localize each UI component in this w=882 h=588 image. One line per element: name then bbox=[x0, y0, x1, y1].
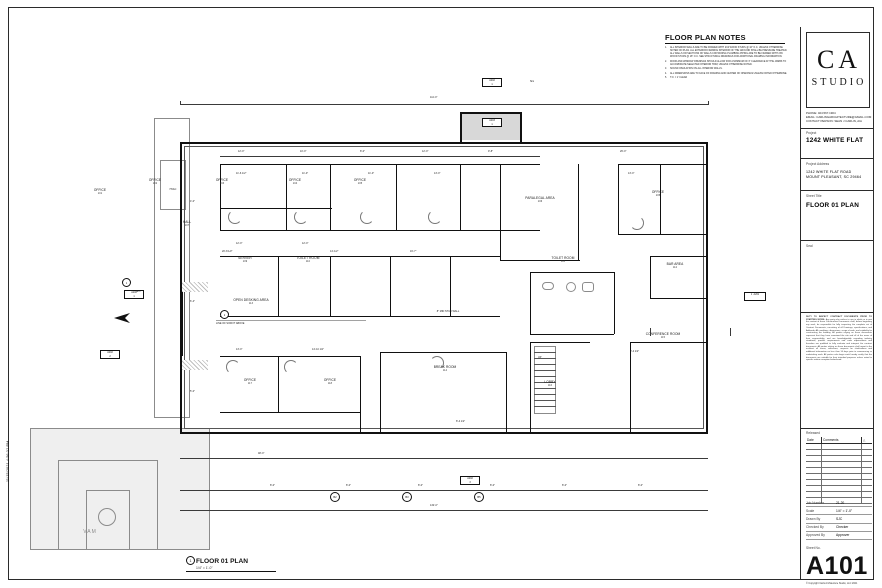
note-number: 5. bbox=[665, 77, 667, 80]
wall-hatch bbox=[182, 282, 208, 292]
project-address-line2: MOUNT PLEASANT, SC 29464 bbox=[806, 175, 862, 179]
room-name: OFFICE bbox=[93, 188, 107, 192]
conference-wall-top bbox=[630, 342, 706, 343]
copyright-text: © Copyright Carls Architecture Studio, LLC 2021 bbox=[806, 582, 858, 585]
room-number: 115 bbox=[660, 336, 666, 339]
inner-dim-6: 12'-0" bbox=[236, 242, 243, 245]
logo-studio-text: STUDIO bbox=[811, 77, 867, 88]
inner-dim-7: 12'-0" bbox=[302, 242, 309, 245]
room-number: 106 bbox=[537, 200, 543, 203]
room-name: PARALEGAL AREA bbox=[525, 196, 555, 200]
inner-dim-4: 13'-0" bbox=[434, 172, 441, 175]
inner-dim-3: 11'-0" bbox=[368, 172, 375, 175]
soffit-note: LINE OF SOFFIT ABOVE bbox=[216, 322, 245, 325]
partition-mid-v3 bbox=[390, 256, 391, 316]
wall-inner-right bbox=[703, 146, 704, 428]
sheet-title-value: FLOOR 01 PLAN bbox=[806, 202, 860, 209]
partition-h-hall bbox=[220, 208, 332, 209]
info-value: Approver bbox=[836, 533, 850, 538]
partition-mid-v4 bbox=[450, 256, 451, 316]
room-number: 118 bbox=[327, 382, 333, 385]
toilet-wall-right bbox=[614, 272, 615, 334]
room-name: OFFICE bbox=[288, 178, 302, 182]
door-swing bbox=[228, 210, 242, 224]
room-number: 102 bbox=[152, 182, 158, 185]
room-name: OPEN DESKING AREA bbox=[233, 298, 269, 302]
overall-dim-bottom: 132'-0" bbox=[430, 504, 438, 507]
plot-timestamp: 11/15/2021 4:56:32 PM bbox=[6, 440, 10, 482]
project-label: Project bbox=[806, 131, 817, 135]
door-swing bbox=[428, 210, 442, 224]
room-label-office-101 bbox=[78, 188, 122, 196]
exterior-wall-top bbox=[180, 142, 708, 144]
callout-a202-top[interactable]: A202 1 bbox=[482, 78, 502, 87]
revision-col-date: Date bbox=[806, 437, 822, 443]
room-label-break-room bbox=[420, 365, 470, 373]
partition-right-top bbox=[618, 164, 706, 165]
dim-bottom-0: 48'-0" bbox=[258, 452, 265, 455]
divider bbox=[800, 158, 874, 159]
inner-dim-5: 13'-0" bbox=[628, 172, 635, 175]
room-label-open-desking bbox=[220, 298, 282, 306]
dimension-line-bottom-2 bbox=[180, 490, 708, 491]
grid-bubble-b2[interactable]: B3 bbox=[402, 492, 412, 502]
disclaimer-block bbox=[806, 316, 872, 362]
room-label-toilet-111 bbox=[540, 256, 586, 264]
dimension-line-upper bbox=[220, 156, 540, 157]
dim-top-6: 26'-0" bbox=[620, 150, 627, 153]
dim-top-4: 12'-0" bbox=[422, 150, 429, 153]
revision-col-mark: △ bbox=[863, 438, 866, 442]
door-swing bbox=[630, 216, 644, 230]
note-item bbox=[665, 47, 789, 59]
room-label-office-118 bbox=[308, 378, 352, 386]
room-name: SERVER bbox=[238, 256, 252, 260]
detail-bubble-1[interactable]: 1 bbox=[122, 278, 131, 287]
partition-mid-v1 bbox=[278, 256, 279, 316]
room-label-hall bbox=[170, 220, 204, 228]
callout-a202-left[interactable]: A202 2 bbox=[100, 350, 120, 359]
room-name: BAR AREA bbox=[666, 262, 684, 266]
sheet-number-value: A101 bbox=[806, 552, 868, 580]
room-name: OFFICE bbox=[243, 378, 257, 382]
info-key: Scale bbox=[806, 508, 815, 513]
room-label-paralegal-area bbox=[514, 196, 566, 204]
room-number: 103 bbox=[219, 182, 225, 185]
detail-bubble-2[interactable]: 2 bbox=[220, 310, 229, 319]
door-swing bbox=[226, 360, 240, 374]
grid-bubble-b1[interactable]: B2 bbox=[330, 492, 340, 502]
note-text: ALL INTERIOR WALLS ARE TO BE FRAMED WITH 2X4 WOOD STUDS @ 16" O.C. UNLESS OTHERWISE NOTED ON PLAN. ALL EXTERIOR FRAMING INTERIOR OF THE GROUND SHALL BE PRESSURE TREATED. ALL WALLS OR SECTIONS OF WALLS CONTAINING PLUMBING PIPING ARE TO BE FRAMED WITH 2X6 WOOD STUDS @ 16" O.C. SEE STRUCTURAL DRAWINGS FOR ADDITIONAL FRAMING INFORMATION. bbox=[670, 47, 788, 58]
room-number: 111 bbox=[560, 260, 566, 263]
vam-label: VAM bbox=[83, 529, 97, 535]
info-row-drawn-by bbox=[806, 515, 872, 523]
room-number: 110 bbox=[305, 260, 311, 263]
grid-bubble-b3[interactable]: B5 bbox=[474, 492, 484, 502]
callout-a201-right[interactable]: 1 A201 bbox=[744, 292, 766, 301]
room-name: TOILET ROOM bbox=[296, 256, 320, 260]
room-name: OFFICE bbox=[148, 178, 162, 182]
callout-a200-left[interactable]: A200 1 bbox=[124, 290, 144, 299]
note-number: 2. bbox=[665, 60, 667, 63]
drawing-marker: 1 bbox=[186, 556, 195, 565]
site-circle bbox=[98, 508, 116, 526]
toilet-wall-top bbox=[530, 272, 614, 273]
info-row-approved-by bbox=[806, 532, 872, 540]
inner-dim-12: 14'-10 1/2" bbox=[312, 348, 324, 351]
note-text: T.O. = 1' CLEAR bbox=[670, 77, 688, 80]
inner-dim-11: 13'-0" bbox=[236, 348, 243, 351]
room-number: 116 bbox=[547, 384, 553, 387]
floor-plan-drawing bbox=[30, 60, 790, 550]
floor-plan-notes-title: FLOOR PLAN NOTES bbox=[665, 33, 746, 42]
lobby-wall-top bbox=[530, 342, 590, 343]
callout-sim: Sim bbox=[526, 78, 538, 86]
partition-right-v2 bbox=[660, 164, 661, 234]
north-arrow-icon bbox=[112, 310, 134, 326]
lower-offices-bottom bbox=[220, 412, 360, 413]
divider bbox=[800, 128, 874, 129]
room-number: 114 bbox=[442, 369, 448, 372]
drawing-scale: 1/4" = 1'-0" bbox=[196, 566, 213, 570]
dim-bottom-6: 8'-0" bbox=[638, 484, 643, 487]
info-row-checked-by bbox=[806, 524, 872, 532]
overall-dim-top: 111'-0" bbox=[430, 96, 438, 99]
inner-dim-17: 5'-0" bbox=[190, 390, 195, 393]
drawing-title: FLOOR 01 PLAN bbox=[196, 558, 249, 565]
sink-fixture bbox=[542, 282, 554, 290]
sheet-number-label: Sheet No. bbox=[806, 546, 821, 550]
paralegal-wall-left bbox=[500, 164, 501, 260]
dim-tick bbox=[650, 328, 651, 336]
inner-dim-9: 14'-1/2" bbox=[330, 250, 339, 253]
dim-tick bbox=[180, 101, 181, 105]
seal-label: Seal bbox=[806, 244, 813, 248]
contact-person: CONTACT PERSON: SEAN J CARLIN, AIA bbox=[806, 118, 862, 123]
partition-mid-bottom bbox=[220, 316, 500, 317]
room-label-office-117 bbox=[228, 378, 272, 386]
left-box-label: HVAC bbox=[169, 188, 177, 191]
lower-offices-v2 bbox=[360, 356, 361, 432]
inner-dim-13: 9'-4 1/2" bbox=[630, 350, 640, 353]
door-swing bbox=[284, 360, 298, 374]
toilet-fixture bbox=[566, 282, 576, 292]
room-label-lobby bbox=[530, 380, 570, 388]
lav-fixture bbox=[582, 282, 594, 292]
divider bbox=[800, 190, 874, 191]
partition-right-bottom bbox=[618, 234, 706, 235]
soffit-line bbox=[216, 320, 366, 321]
note-text: SOUND INSULATION ON ALL INTERIOR WALLS. bbox=[670, 68, 723, 71]
revision-table-header bbox=[806, 437, 872, 444]
door-swing bbox=[294, 210, 308, 224]
info-key: Drawn By bbox=[806, 516, 821, 521]
note-number: 1. bbox=[665, 47, 667, 49]
contact-email: EMAIL: CARLINGARCHITECTURE@GMAIL.COM bbox=[806, 114, 872, 119]
info-value: Checker bbox=[836, 525, 849, 530]
project-name: 1242 WHITE FLAT bbox=[806, 137, 864, 144]
dim-bottom-1: 8'-0" bbox=[270, 484, 275, 487]
info-value: 1/4" = 1'-0" bbox=[836, 508, 853, 513]
partition-upper-2 bbox=[220, 230, 540, 231]
partition-v3 bbox=[396, 164, 397, 230]
wall-inner-bottom bbox=[184, 428, 704, 429]
info-key: Checked By bbox=[806, 525, 824, 530]
note-text: ALL DIMENSIONS ARE TO FACE OF FRAMING AND CENTER OF OPENINGS UNLESS NOTED OTHERWISE. bbox=[670, 72, 788, 75]
info-value: 21.20 bbox=[836, 500, 845, 505]
room-number: 109 bbox=[242, 260, 248, 263]
wall-inner-top bbox=[184, 146, 704, 147]
toilet-wall-left bbox=[530, 272, 531, 334]
dimension-line-bottom-1 bbox=[180, 458, 708, 459]
room-number: 112 bbox=[672, 266, 678, 269]
dim-top-1: 12'-0" bbox=[238, 150, 245, 153]
room-name: BREAK ROOM bbox=[433, 365, 457, 369]
stair-up-note: UP bbox=[538, 356, 542, 359]
partition-right-v bbox=[618, 164, 619, 234]
contact-block bbox=[806, 112, 872, 123]
break-wall-right bbox=[506, 352, 507, 432]
bar-wall-bottom bbox=[650, 298, 706, 299]
bar-wall-top bbox=[650, 256, 706, 257]
room-name: TOILET ROOM bbox=[551, 256, 575, 260]
mid-stud-wall-note: 8" MID STUD WALL bbox=[436, 310, 460, 313]
inner-dim-15: 4'-0" bbox=[190, 200, 195, 203]
partition-mid-v2 bbox=[330, 256, 331, 316]
toilet-wall-bottom bbox=[530, 334, 614, 335]
room-number: 107 bbox=[184, 224, 190, 227]
room-name: HALL bbox=[182, 220, 192, 224]
exterior-wall-bottom bbox=[180, 432, 708, 434]
room-name: CONFERENCE ROOM bbox=[645, 332, 681, 336]
disclaimer-heading: DUTY TO INSPECT CONTRACT DOCUMENTS PRIOR TO STARTING WORK: bbox=[806, 316, 872, 321]
drawing-title-underline bbox=[186, 571, 276, 572]
logo-box bbox=[806, 32, 870, 108]
revision-table bbox=[806, 437, 872, 504]
partition-v2 bbox=[330, 164, 331, 230]
wall-hatch bbox=[182, 360, 208, 370]
exterior-wall-right bbox=[706, 142, 708, 434]
conference-wall-left bbox=[630, 342, 631, 432]
dim-tick bbox=[708, 101, 709, 105]
info-key: Approved By bbox=[806, 533, 825, 538]
dimension-line-top bbox=[180, 104, 708, 105]
room-label-office-102 bbox=[135, 178, 175, 186]
room-name: OFFICE bbox=[323, 378, 337, 382]
room-name: LOBBY bbox=[544, 380, 556, 384]
room-number: 101 bbox=[97, 192, 103, 195]
room-name: OFFICE bbox=[215, 178, 229, 182]
info-row-job-number bbox=[806, 499, 872, 507]
partition-v4 bbox=[460, 164, 461, 230]
inner-dim-1: 11'-6 1/2" bbox=[236, 172, 247, 175]
break-wall-top bbox=[380, 352, 506, 353]
inner-dim-14: 8'-4 1/2" bbox=[456, 420, 466, 423]
sheet-info-table bbox=[806, 499, 872, 540]
inner-dim-8: 20'-8 1/2" bbox=[222, 250, 233, 253]
dimension-line-bottom-3 bbox=[180, 510, 708, 511]
room-label-office-104 bbox=[275, 178, 315, 186]
partition-upper-left bbox=[220, 164, 221, 230]
room-number: 104 bbox=[292, 182, 298, 185]
room-number: 105 bbox=[655, 194, 661, 197]
info-value: SJC bbox=[836, 516, 843, 521]
contact-phone: PHONE: 404.567.1904 bbox=[806, 111, 836, 115]
inner-dim-2: 11'-0" bbox=[302, 172, 309, 175]
disclaimer-body: Any party who wishes to use in whole or in part the content of these Construction Documents shall, before beginning any work, be responsible for fully inspecting the complete set of Contract Documents, consisting of all Drawings, specifications, and Addenda. All conditions, dimensions, scope of work, and suitability for constructing the building. All parties relying on these documents represent that they have examined the site and all of the areas of their responsibility, and are knowledgeable regarding industry standards, product requirements and code requirements and therefore are qualified to fully evaluate and interpret the contract documents. All parties relying on these documents shall report to the architect all errors, omissions, requests for clarifications and additional information no less than 14 days prior to commencing or undertaking work. All parties who begin work hereby certify that the documents are suitable for their intended purposes unless noted to specific written exception beforehand. bbox=[806, 318, 873, 362]
project-address-line1: 1242 WHITE FLAT ROAD bbox=[806, 170, 852, 174]
room-label-conference bbox=[636, 332, 690, 340]
notes-underline bbox=[665, 43, 785, 44]
info-row-scale bbox=[806, 507, 872, 515]
room-label-office-105 bbox=[340, 178, 380, 186]
room-label-bar-area bbox=[650, 262, 700, 270]
room-name: OFFICE bbox=[651, 190, 665, 194]
note-number: 3. bbox=[665, 68, 667, 71]
revision-col-comments: Comments bbox=[822, 437, 862, 443]
dim-bottom-5: 8'-0" bbox=[562, 484, 567, 487]
dim-top-5: 9'-8" bbox=[488, 150, 493, 153]
dim-bottom-4: 8'-0" bbox=[490, 484, 495, 487]
room-label-office-103 bbox=[202, 178, 242, 186]
room-number: 105 bbox=[357, 182, 363, 185]
partition-upper-1 bbox=[220, 164, 540, 165]
callout-a203[interactable]: A203 1 bbox=[482, 118, 502, 127]
room-number: 117 bbox=[247, 382, 253, 385]
door-swing bbox=[360, 210, 374, 224]
lower-offices-top bbox=[220, 356, 360, 357]
inner-dim-16: 6'-4" bbox=[190, 300, 195, 303]
info-key: Job Number bbox=[806, 500, 824, 505]
bay-wall-right bbox=[520, 112, 522, 142]
room-label-server bbox=[225, 256, 265, 264]
desking-wall bbox=[182, 282, 183, 356]
break-wall-left bbox=[380, 352, 381, 432]
room-label-office-right bbox=[638, 190, 678, 198]
callout-sim-note: Sim bbox=[136, 290, 141, 293]
room-name: OFFICE bbox=[353, 178, 367, 182]
logo-ca-text: CA bbox=[816, 45, 862, 74]
divider bbox=[800, 312, 874, 313]
dim-top-3: 8'-0" bbox=[360, 150, 365, 153]
room-label-toilet-110 bbox=[285, 256, 331, 264]
dim-bottom-2: 8'-0" bbox=[346, 484, 351, 487]
note-text: DOOR AND WINDOW OPENINGS SHOULD ALLOW FOR A MINIMUM OF 3" CLEARANCE AT THE JAMBS TO ACCOMODATE SELECTED INTERIOR TRIM, UNLESS OTHERWISE NOTED. bbox=[670, 60, 787, 66]
inner-dim-10: 16'-7" bbox=[410, 250, 417, 253]
dim-bottom-3: 8'-0" bbox=[418, 484, 423, 487]
note-number: 4. bbox=[665, 72, 667, 75]
lower-offices-v1 bbox=[278, 356, 279, 412]
dim-top-2: 10'-0" bbox=[300, 150, 307, 153]
sheet-title-label: Sheet Title bbox=[806, 194, 822, 198]
project-address-label: Project Address bbox=[806, 162, 830, 166]
partition-v1 bbox=[286, 164, 287, 230]
room-number: 113 bbox=[248, 302, 254, 305]
callout-a202-bottom[interactable]: A202 3 bbox=[460, 476, 480, 485]
dim-tick bbox=[730, 328, 731, 336]
divider bbox=[800, 240, 874, 241]
paralegal-wall-right bbox=[578, 164, 579, 260]
released-label: Released bbox=[806, 431, 820, 435]
divider bbox=[800, 428, 874, 429]
